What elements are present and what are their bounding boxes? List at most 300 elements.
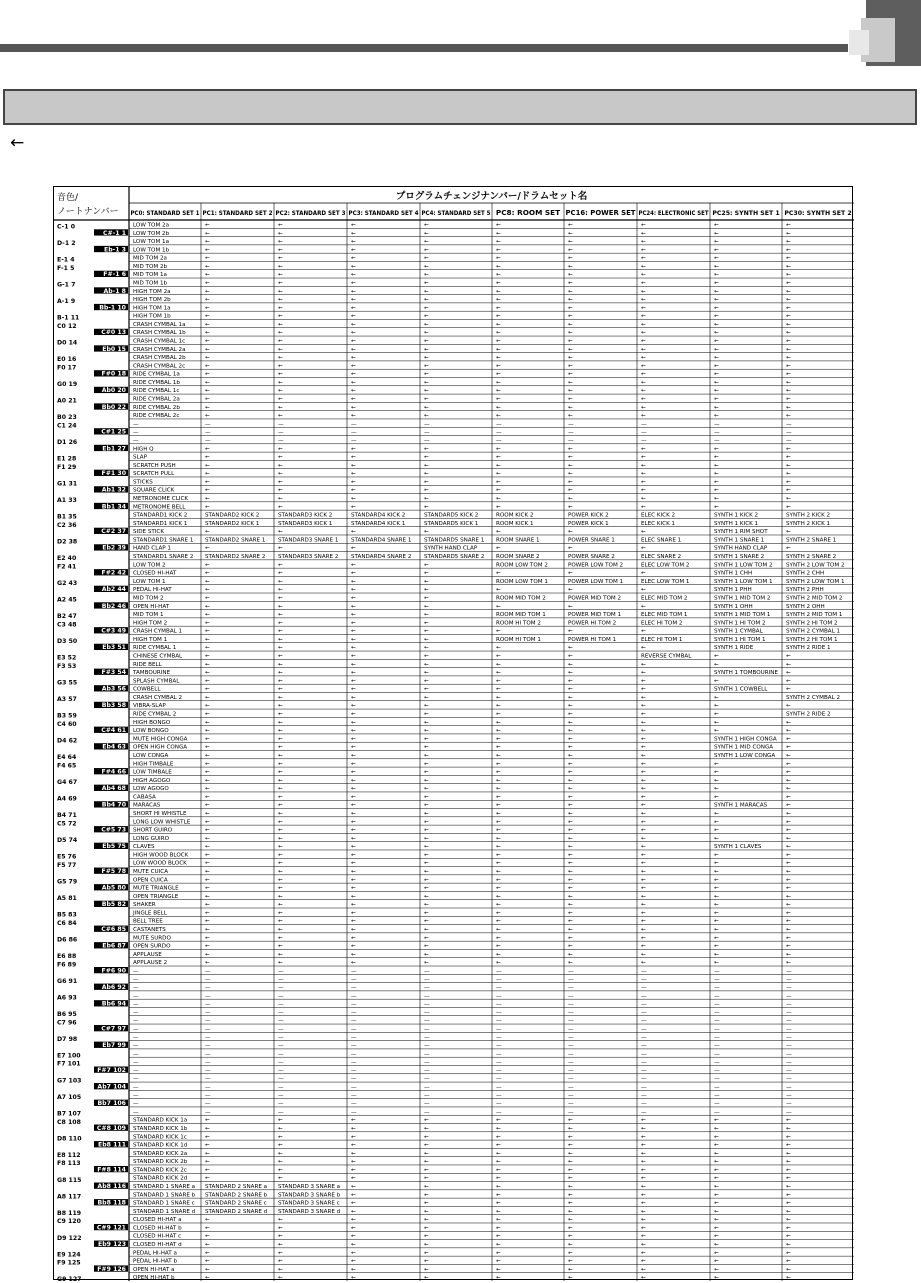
table-cell: ← [641, 885, 646, 892]
table-cell: — [424, 437, 430, 444]
table-cell: ← [351, 819, 356, 826]
table-cell: RIDE CYMBAL 1a [133, 371, 180, 378]
table-cell: — [351, 1026, 357, 1033]
table-cell: ← [205, 1242, 210, 1249]
table-cell: ← [786, 1200, 791, 1207]
table-cell: ← [424, 678, 429, 685]
note-label: C7 96 [57, 1019, 77, 1027]
table-cell: ← [278, 1275, 283, 1281]
table-cell: ← [786, 852, 791, 859]
table-cell: ← [205, 388, 210, 395]
table-cell: ← [496, 902, 501, 909]
note-label: D6 86 [57, 936, 78, 944]
table-cell: — [278, 976, 284, 983]
table-cell: — [641, 1026, 647, 1033]
table-cell: RIDE CYMBAL 1 [133, 645, 177, 652]
table-cell: — [351, 993, 357, 1000]
table-cell: STANDARD KICK 1c [133, 1134, 187, 1141]
table-cell: ← [424, 222, 429, 229]
table-cell: ← [351, 918, 356, 925]
note-label: Ab1 32 [101, 486, 126, 494]
table-cell: ← [714, 479, 719, 486]
table-cell: ← [496, 670, 501, 677]
table-cell: ← [351, 827, 356, 834]
table-cell: ← [714, 330, 719, 337]
table-cell: ← [424, 869, 429, 876]
table-cell: — [496, 1051, 502, 1058]
note-label: Bb3 58 [101, 702, 126, 710]
table-cell: ← [424, 686, 429, 693]
table-cell: — [205, 1018, 211, 1025]
table-cell: ← [786, 496, 791, 503]
table-cell: ← [351, 479, 356, 486]
note-label: A4 69 [57, 795, 77, 803]
table-cell: — [424, 1001, 430, 1008]
note-label: Ab0 20 [101, 387, 126, 395]
table-cell: ← [351, 761, 356, 768]
table-cell: ← [568, 1233, 573, 1240]
table-cell: CRASH CYMBAL 2 [133, 694, 183, 701]
table-cell: ← [568, 628, 573, 635]
table-cell: STANDARD1 SNARE 2 [133, 554, 194, 561]
table-cell: ← [496, 802, 501, 809]
table-cell: ← [714, 1134, 719, 1141]
table-cell: MARACAS [133, 802, 161, 809]
table-cell: STANDARD 1 SNARE b [133, 1192, 196, 1199]
table-cell: ← [641, 786, 646, 793]
table-cell: — [133, 1084, 139, 1091]
table-cell: ← [714, 222, 719, 229]
table-cell: ← [424, 835, 429, 842]
table-cell: ← [205, 346, 210, 353]
table-cell: ← [205, 313, 210, 320]
table-cell: ← [714, 247, 719, 254]
table-cell: — [714, 1034, 720, 1041]
table-cell: ← [424, 272, 429, 279]
table-cell: ← [786, 744, 791, 751]
table-cell: CLOSED HI-HAT d [133, 1242, 182, 1249]
table-cell: ELEC LOW TOM 1 [641, 578, 690, 585]
table-cell: ← [205, 703, 210, 710]
table-cell: — [641, 1009, 647, 1016]
table-cell: ← [278, 943, 283, 950]
table-cell: — [786, 1109, 792, 1116]
table-cell: ← [424, 595, 429, 602]
table-cell: ← [496, 744, 501, 751]
table-cell: ← [496, 893, 501, 900]
note-label: E9 124 [57, 1251, 81, 1259]
note-label: C#1 25 [101, 428, 126, 436]
table-cell: ← [351, 1159, 356, 1166]
note-label: F0 17 [57, 364, 77, 372]
note-label: C4 60 [57, 720, 77, 728]
table-cell: ← [568, 313, 573, 320]
table-cell: ← [786, 379, 791, 386]
table-cell: LOW BONGO [133, 728, 169, 735]
table-cell: ← [351, 1175, 356, 1182]
note-label: Bb-1 10 [99, 304, 126, 312]
table-cell: ← [786, 819, 791, 826]
table-cell: ← [641, 346, 646, 353]
table-cell: — [641, 1101, 647, 1108]
table-cell: — [641, 437, 647, 444]
table-cell: STANDARD 2 SNARE b [205, 1192, 268, 1199]
note-label: E5 76 [57, 853, 77, 861]
table-cell: ← [641, 1258, 646, 1265]
note-label: F#0 18 [101, 370, 126, 378]
table-cell: ← [714, 305, 719, 312]
table-cell: ← [568, 388, 573, 395]
table-cell: — [205, 429, 211, 436]
table-cell: ← [496, 1125, 501, 1132]
table-cell: ← [424, 661, 429, 668]
table-cell: ← [424, 736, 429, 743]
table-cell: — [496, 985, 502, 992]
table-cell: STANDARD4 SNARE 2 [351, 554, 412, 561]
table-cell: STANDARD KICK 2a [133, 1150, 188, 1157]
note-label: B4 71 [57, 812, 77, 820]
note-label: D2 38 [57, 538, 78, 546]
table-cell: ← [496, 736, 501, 743]
table-cell: ← [786, 230, 791, 237]
table-cell: ← [351, 1192, 356, 1199]
table-cell: ← [351, 313, 356, 320]
note-label: Bb4 70 [101, 801, 126, 809]
table-cell: HIGH TOM 2 [133, 620, 168, 627]
table-cell: ← [568, 479, 573, 486]
table-cell: SYNTH 1 COWBELL [714, 686, 768, 693]
table-cell: ← [278, 1117, 283, 1124]
table-cell: — [278, 1034, 284, 1041]
table-cell: STANDARD5 KICK 1 [424, 520, 479, 527]
table-cell: — [786, 1001, 792, 1008]
table-cell: — [424, 1026, 430, 1033]
table-cell: ← [496, 877, 501, 884]
note-label: D0 14 [57, 339, 78, 347]
table-cell: SCRATCH PULL [133, 471, 175, 478]
table-cell: ← [641, 230, 646, 237]
table-cell: ← [786, 943, 791, 950]
table-cell: ← [714, 819, 719, 826]
table-cell: ← [568, 321, 573, 328]
table-cell: ← [496, 371, 501, 378]
table-cell: ← [496, 769, 501, 776]
table-cell: — [278, 1109, 284, 1116]
note-label: Bb8 118 [97, 1199, 126, 1207]
table-cell: ← [205, 603, 210, 610]
table-cell: ← [641, 1250, 646, 1257]
column-header: PC2: STANDARD SET 3 [275, 210, 346, 217]
table-cell: ← [786, 255, 791, 262]
table-cell: ← [714, 280, 719, 287]
table-cell: ← [786, 1125, 791, 1132]
table-cell: ← [496, 1117, 501, 1124]
table-cell: ← [496, 297, 501, 304]
note-label: A6 93 [57, 994, 77, 1002]
table-cell: ← [786, 1159, 791, 1166]
note-label: D4 62 [57, 737, 78, 745]
table-cell: — [786, 1026, 792, 1033]
table-cell: CLOSED HI-HAT a [133, 1217, 182, 1224]
table-cell: SYNTH 2 CYMBAL 1 [786, 628, 841, 635]
table-cell: ← [278, 935, 283, 942]
table-cell: ← [205, 819, 210, 826]
table-cell: ← [496, 645, 501, 652]
table-cell: ← [351, 388, 356, 395]
table-cell: ← [278, 885, 283, 892]
table-cell: ← [424, 1175, 429, 1182]
table-cell: ← [641, 338, 646, 345]
table-cell: ← [786, 288, 791, 295]
table-cell: ← [424, 1159, 429, 1166]
note-label: C#4 61 [101, 727, 126, 735]
table-cell: — [496, 1084, 502, 1091]
table-cell: ← [205, 1150, 210, 1157]
table-cell: ← [278, 1167, 283, 1174]
table-cell: ← [278, 877, 283, 884]
table-cell: ← [205, 620, 210, 627]
table-cell: ← [351, 413, 356, 420]
table-cell: — [786, 421, 792, 428]
table-cell: ← [714, 1117, 719, 1124]
table-cell: ← [641, 1159, 646, 1166]
table-cell: ← [568, 454, 573, 461]
table-cell: ← [278, 761, 283, 768]
table-cell: ← [641, 918, 646, 925]
table-cell: ← [786, 703, 791, 710]
table-cell: ← [278, 471, 283, 478]
table-cell: ← [205, 943, 210, 950]
table-cell: ← [424, 288, 429, 295]
table-cell: ← [424, 711, 429, 718]
table-cell: ← [786, 313, 791, 320]
table-cell: ← [205, 636, 210, 643]
table-cell: ← [205, 802, 210, 809]
table-cell: SPLASH CYMBAL [133, 678, 180, 685]
table-cell: — [786, 1092, 792, 1099]
table-cell: ← [205, 893, 210, 900]
table-cell: ROOM KICK 2 [496, 512, 534, 519]
table-cell: ← [278, 263, 283, 270]
table-cell: ← [351, 653, 356, 660]
table-grid [54, 187, 854, 1281]
table-cell: SYNTH 2 LOW TOM 1 [786, 578, 845, 585]
table-cell: ← [205, 686, 210, 693]
table-cell: ← [205, 338, 210, 345]
table-cell: METRONOME BELL [133, 504, 186, 511]
column-header: PC16: POWER SET [565, 208, 636, 217]
table-cell: POWER HI TOM 2 [568, 620, 617, 627]
table-cell: SYNTH HAND CLAP [714, 545, 768, 552]
note-label: E4 64 [57, 754, 77, 762]
table-cell: ROOM LOW TOM 2 [496, 562, 548, 569]
table-cell: ← [424, 769, 429, 776]
table-cell: MID TOM 1a [133, 272, 167, 279]
table-cell: ← [714, 1192, 719, 1199]
table-cell: ← [641, 454, 646, 461]
table-cell: ← [278, 562, 283, 569]
table-cell: ← [278, 653, 283, 660]
table-cell: ← [641, 446, 646, 453]
table-cell: ← [714, 653, 719, 660]
note-label: D3 50 [57, 637, 78, 645]
note-label: E0 16 [57, 356, 77, 364]
table-cell: ← [424, 744, 429, 751]
table-cell: ← [351, 744, 356, 751]
table-cell: ← [205, 222, 210, 229]
table-cell: — [714, 1067, 720, 1074]
table-cell: ← [351, 230, 356, 237]
table-cell: ← [424, 305, 429, 312]
table-cell: SYNTH 1 LOW TOM 1 [714, 578, 773, 585]
table-cell: ← [351, 628, 356, 635]
table-cell: STICKS [133, 479, 153, 486]
table-cell: ← [351, 471, 356, 478]
table-cell: — [424, 1034, 430, 1041]
table-cell: ← [424, 653, 429, 660]
table-cell: ← [351, 305, 356, 312]
note-label: Ab7 104 [97, 1083, 126, 1091]
header-rule [0, 44, 848, 52]
table-cell: ← [351, 620, 356, 627]
table-cell: ← [351, 852, 356, 859]
table-cell: — [496, 1092, 502, 1099]
table-cell: — [133, 1109, 139, 1116]
table-cell: ← [496, 951, 501, 958]
table-cell: ← [714, 852, 719, 859]
table-cell: — [496, 1026, 502, 1033]
table-cell: ← [424, 1275, 429, 1281]
table-cell: POWER LOW TOM 2 [568, 562, 624, 569]
table-cell: — [351, 968, 357, 975]
note-label: Eb2 39 [102, 544, 126, 552]
note-label: G-1 7 [57, 281, 76, 289]
table-cell: — [424, 1051, 430, 1058]
table-cell: ← [278, 595, 283, 602]
table-cell: — [424, 1067, 430, 1074]
table-cell: SYNTH 2 MID TOM 2 [786, 595, 843, 602]
table-cell: ← [278, 645, 283, 652]
table-cell: — [786, 1018, 792, 1025]
table-cell: STANDARD KICK 1d [133, 1142, 188, 1149]
table-cell: — [351, 976, 357, 983]
table-cell: ← [714, 777, 719, 784]
table-cell: ← [278, 703, 283, 710]
table-cell: ← [496, 694, 501, 701]
table-cell: ← [786, 661, 791, 668]
table-cell: ← [568, 471, 573, 478]
table-cell: ← [568, 752, 573, 759]
table-cell: ← [496, 487, 501, 494]
table-cell: ← [714, 1125, 719, 1132]
table-cell: ← [568, 1159, 573, 1166]
table-cell: ← [496, 1167, 501, 1174]
table-cell: ← [641, 413, 646, 420]
table-cell: ← [786, 1250, 791, 1257]
table-cell: ← [205, 379, 210, 386]
table-cell: ← [205, 761, 210, 768]
column-header: PC8: ROOM SET [495, 208, 561, 217]
table-cell: — [351, 1051, 357, 1058]
note-label: F3 53 [57, 662, 77, 670]
table-cell: ← [205, 321, 210, 328]
table-cell: ← [568, 1134, 573, 1141]
note-label: F5 77 [57, 861, 77, 869]
table-cell: — [568, 421, 574, 428]
table-cell: ← [351, 694, 356, 701]
table-cell: — [714, 1092, 720, 1099]
table-cell: ← [714, 363, 719, 370]
table-cell: ← [496, 827, 501, 834]
table-cell: ← [205, 810, 210, 817]
section-title-band [3, 89, 917, 125]
table-cell: ← [278, 1150, 283, 1157]
table-cell: ← [496, 1159, 501, 1166]
table-cell: ← [641, 1200, 646, 1207]
column-header: PC3: STANDARD SET 4 [348, 210, 420, 217]
table-cell: ← [424, 819, 429, 826]
table-cell: — [568, 1092, 574, 1099]
table-cell: ← [641, 280, 646, 287]
table-cell: ← [205, 545, 210, 552]
table-cell: ← [568, 819, 573, 826]
table-cell: APPLAUSE [133, 951, 162, 958]
table-cell: ← [714, 786, 719, 793]
table-cell: — [133, 429, 139, 436]
table-cell: ← [278, 222, 283, 229]
note-label: F2 41 [57, 563, 77, 571]
table-cell: ← [714, 462, 719, 469]
table-cell: ← [205, 860, 210, 867]
table-cell: ← [641, 297, 646, 304]
table-cell: ← [568, 1208, 573, 1215]
table-cell: ← [351, 355, 356, 362]
table-cell: ← [568, 338, 573, 345]
table-cell: ← [351, 678, 356, 685]
note-label: Eb5 75 [102, 843, 126, 851]
table-cell: — [278, 1101, 284, 1108]
table-cell: ← [714, 835, 719, 842]
table-cell: ← [278, 819, 283, 826]
table-cell: ← [351, 363, 356, 370]
table-cell: ← [351, 810, 356, 817]
table-cell: — [205, 437, 211, 444]
table-cell: ← [278, 603, 283, 610]
table-cell: ← [424, 1250, 429, 1257]
table-cell: ← [424, 935, 429, 942]
table-cell: STANDARD5 SNARE 2 [424, 554, 485, 561]
note-label: Eb9 123 [97, 1241, 126, 1249]
table-cell: ← [424, 670, 429, 677]
table-cell: ← [786, 777, 791, 784]
table-cell: ← [278, 255, 283, 262]
table-cell: ← [641, 388, 646, 395]
table-cell: ← [496, 819, 501, 826]
table-cell: ← [641, 247, 646, 254]
table-cell: ← [205, 1159, 210, 1166]
table-cell: ← [568, 545, 573, 552]
table-cell: ← [786, 504, 791, 511]
table-cell: — [641, 1051, 647, 1058]
table-cell: ← [424, 960, 429, 967]
table-cell: ← [568, 496, 573, 503]
table-cell: ← [351, 504, 356, 511]
table-cell: — [568, 1067, 574, 1074]
table-cell: STANDARD1 SNARE 1 [133, 537, 194, 544]
note-label: B6 95 [57, 1010, 77, 1018]
table-cell: ← [351, 835, 356, 842]
table-cell: ← [424, 1208, 429, 1215]
